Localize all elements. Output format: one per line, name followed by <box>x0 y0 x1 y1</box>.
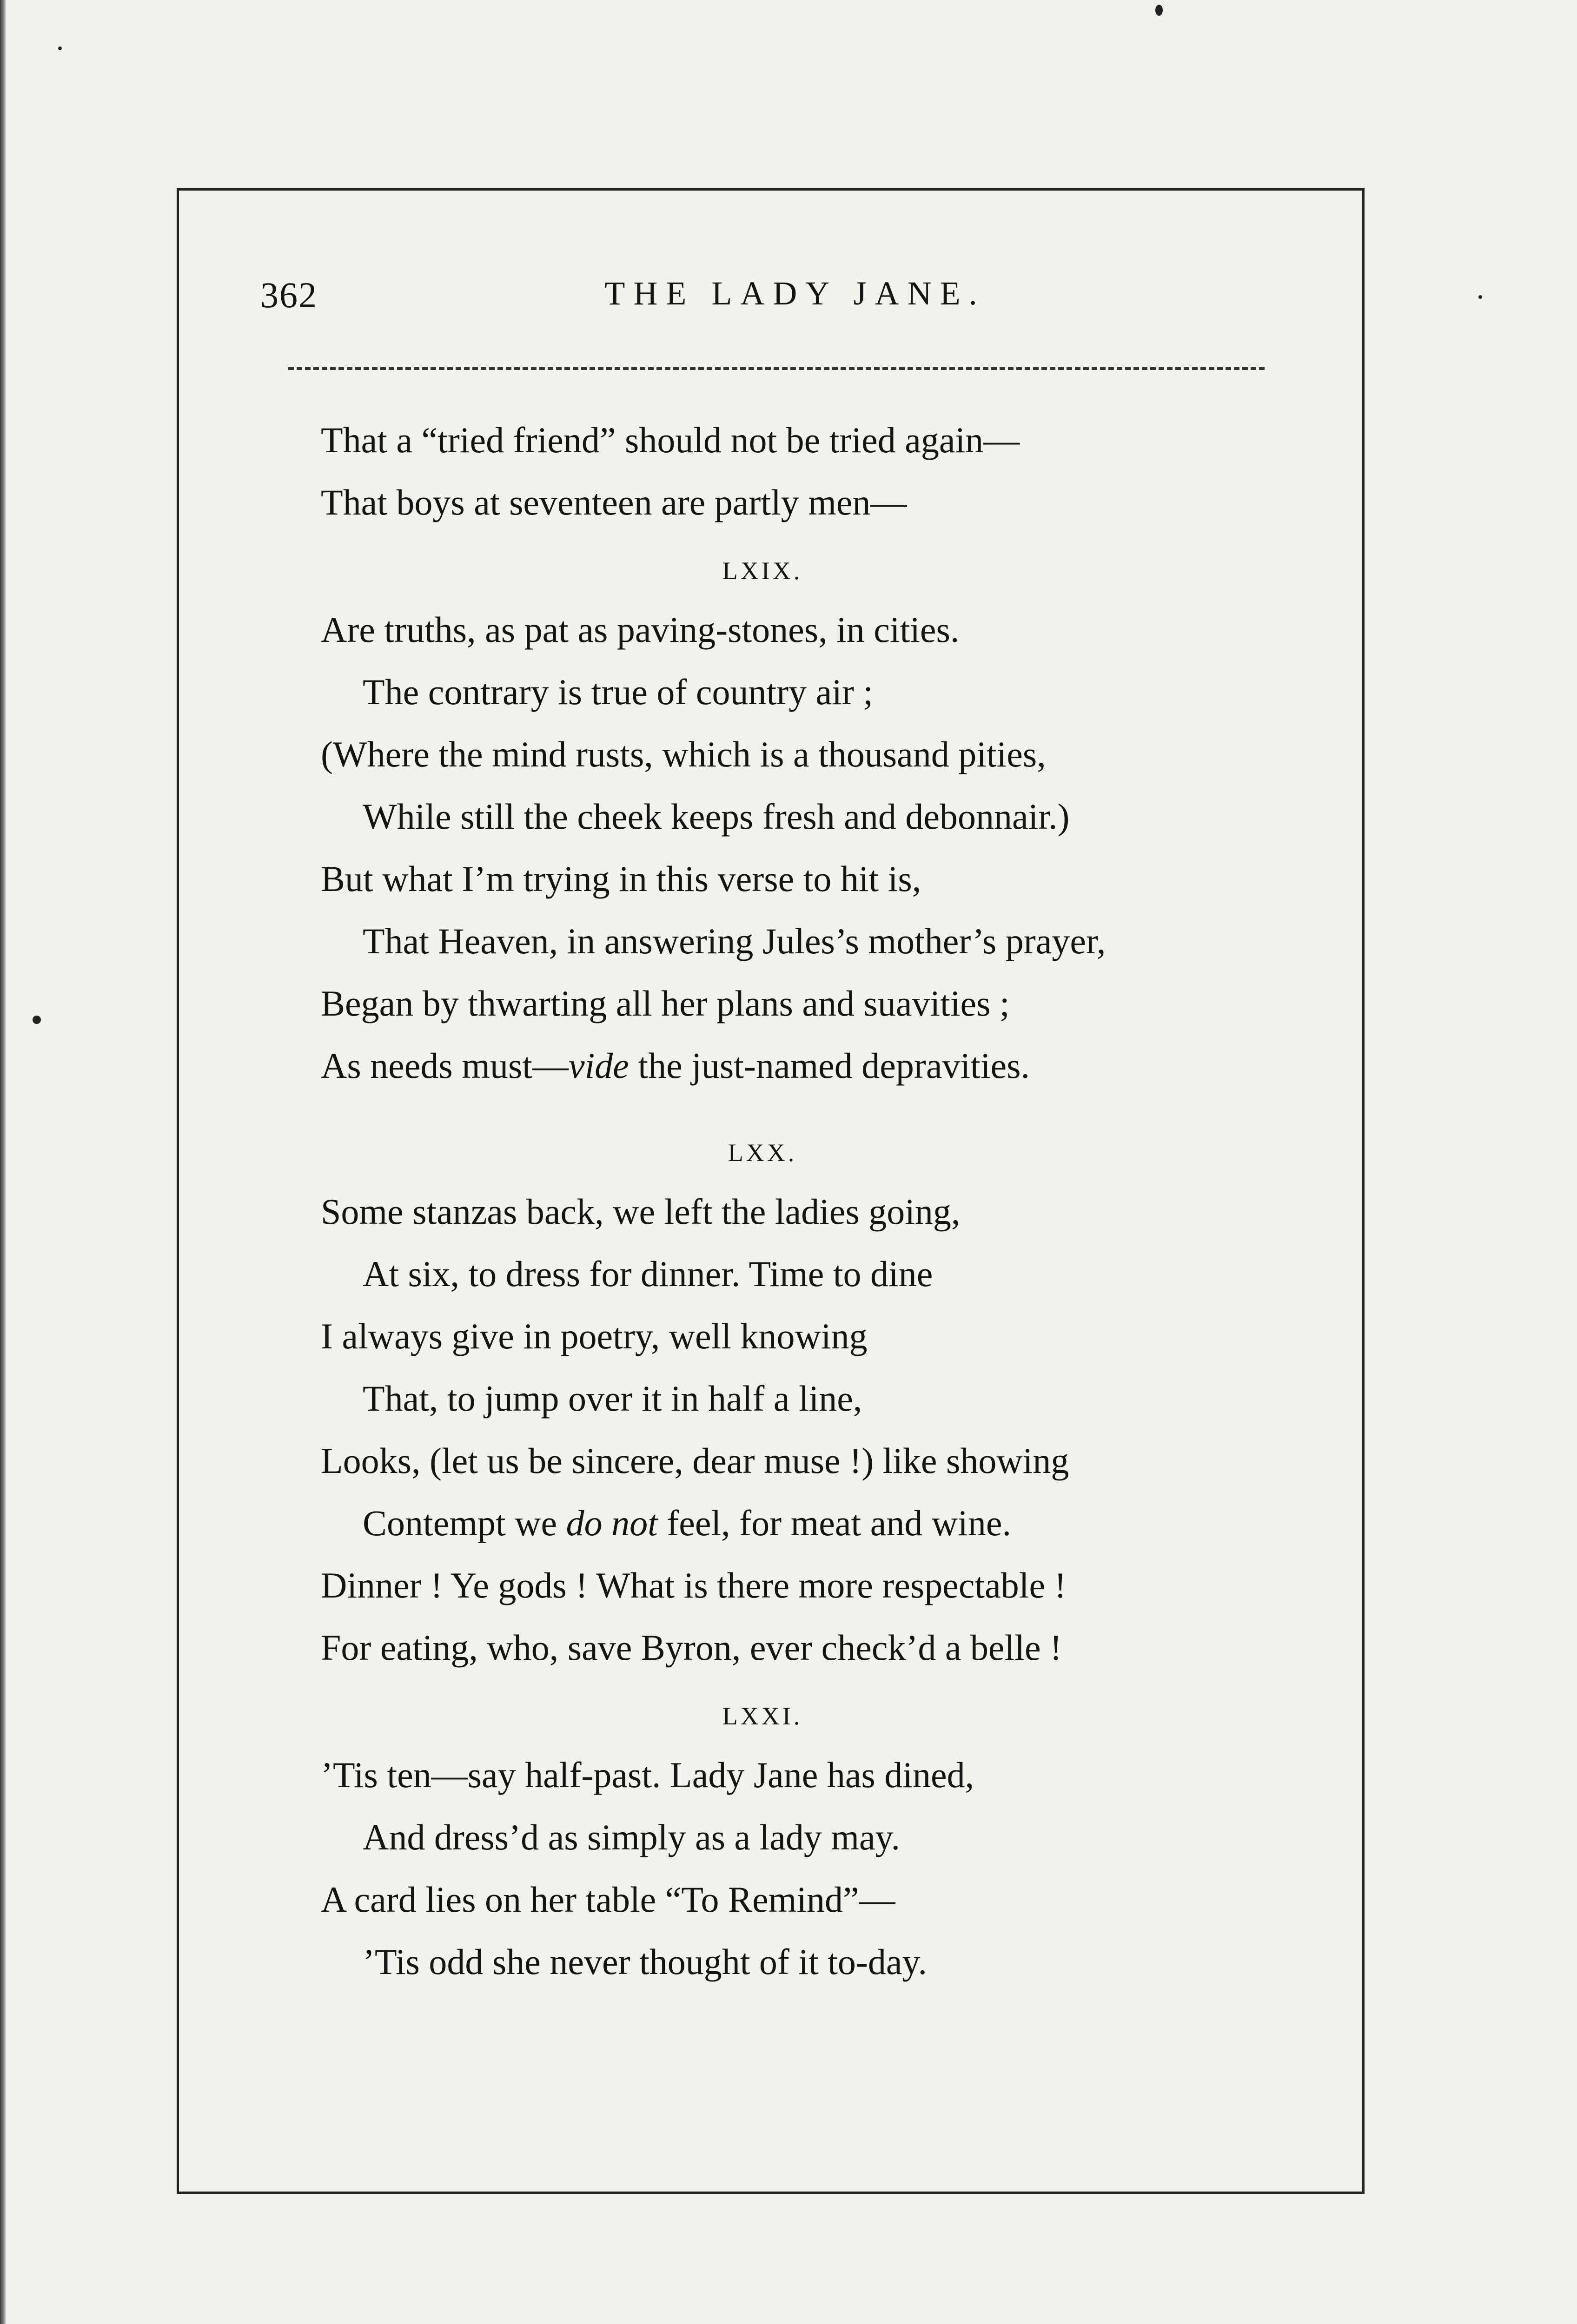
page-number: 362 <box>260 275 318 315</box>
scan-speck <box>1478 295 1482 299</box>
line-text: As needs must— <box>321 1045 569 1086</box>
poem-line: Looks, (let us be sincere, dear muse !) like showing <box>321 1440 1069 1481</box>
page-binding-edge <box>0 0 7 2324</box>
poem-line: ’Tis ten—say half-past. Lady Jane has dined, <box>321 1755 974 1795</box>
poem-line: At six, to dress for dinner. Time to dine <box>363 1254 933 1294</box>
poem-line <box>321 1035 1297 1097</box>
poem-line: Are truths, as pat as paving-stones, in cities. <box>321 609 960 650</box>
scan-speck <box>33 1016 41 1024</box>
poem-line: The contrary is true of country air ; <box>363 672 874 712</box>
poem-line: A card lies on her table “To Remind”— <box>321 1879 895 1920</box>
poem-line: While still the cheek keeps fresh and debonnair.) <box>363 796 1070 837</box>
poem-text <box>321 409 1297 1993</box>
poem-line: Some stanzas back, we left the ladies going, <box>321 1191 961 1232</box>
poem-line <box>321 1492 1297 1554</box>
poem-line: Began by thwarting all her plans and suavities ; <box>321 983 1010 1023</box>
poem-line: That Heaven, in answering Jules’s mother’s prayer, <box>363 921 1106 961</box>
line-text: Contempt we <box>363 1503 566 1543</box>
poem-line: But what I’m trying in this verse to hit is, <box>321 858 921 899</box>
line-text: the just-named depravities. <box>629 1045 1030 1086</box>
poem-line: I always give in poetry, well knowing <box>321 1316 868 1356</box>
poem-line: That a “tried friend” should not be tried again— <box>321 420 1020 460</box>
header-rule <box>288 367 1265 370</box>
poem-line: (Where the mind rusts, which is a thousand pities, <box>321 734 1046 774</box>
poem-line: ’Tis odd she never thought of it to-day. <box>363 1941 927 1982</box>
stanza-number-lxx: LXX. <box>728 1139 797 1167</box>
line-text: feel, for meat and wine. <box>657 1503 1011 1543</box>
stanza-number-lxix: LXIX. <box>722 557 803 585</box>
poem-line: Dinner ! Ye gods ! What is there more respectable ! <box>321 1565 1067 1605</box>
page-title: THE LADY JANE. <box>604 275 986 312</box>
italic-phrase: do not <box>566 1503 658 1543</box>
running-head <box>260 270 1274 330</box>
poem-line: And dress’d as simply as a lady may. <box>363 1817 901 1857</box>
scan-speck <box>58 46 62 50</box>
poem-line: For eating, who, save Byron, ever check’d a belle ! <box>321 1627 1062 1668</box>
scan-speck <box>1155 5 1163 16</box>
italic-word: vide <box>568 1045 629 1086</box>
stanza-gap <box>321 1097 1297 1116</box>
poem-line: That boys at seventeen are partly men— <box>321 482 907 522</box>
stanza-number-lxxi: LXXI. <box>722 1702 803 1730</box>
poem-line: That, to jump over it in half a line, <box>363 1378 862 1419</box>
